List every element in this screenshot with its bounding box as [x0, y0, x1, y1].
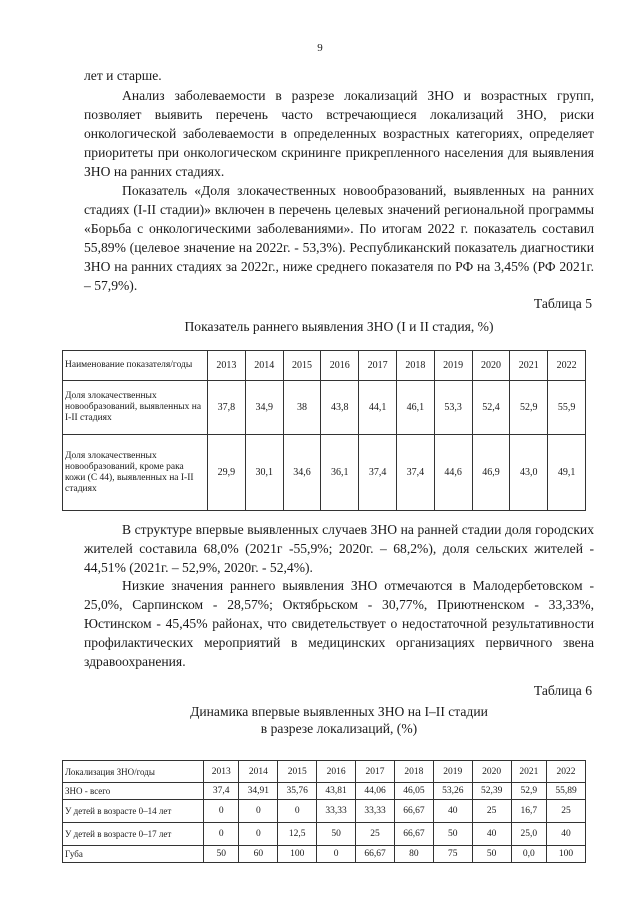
table5-header-cell: 2021 — [510, 351, 548, 381]
table-cell: 34,91 — [239, 783, 278, 800]
table6-header-cell: 2020 — [472, 761, 511, 783]
table-cell: 40 — [547, 823, 586, 846]
table-cell: 33,33 — [317, 800, 356, 823]
table5-header-cell: 2016 — [321, 351, 359, 381]
table6-title-line2: в разрезе локализаций, (%) — [260, 721, 418, 736]
table-row — [63, 846, 586, 863]
table-row — [63, 435, 586, 511]
table5-header-cell: 2020 — [472, 351, 510, 381]
table-cell: 52,9 — [511, 783, 546, 800]
table-cell: 0 — [239, 800, 278, 823]
table-cell: 50 — [472, 846, 511, 863]
table-cell: 25 — [356, 823, 395, 846]
table6-header-cell: 2014 — [239, 761, 278, 783]
paragraph-continuation: лет и старше. — [84, 68, 162, 83]
table6-header-row — [63, 761, 586, 783]
table-cell: 29,9 — [208, 435, 246, 511]
table-cell: 50 — [433, 823, 472, 846]
table-cell: 33,33 — [356, 800, 395, 823]
table5-header-cell: 2022 — [548, 351, 586, 381]
table6-header-cell: 2019 — [433, 761, 472, 783]
table5-header-cell: 2013 — [208, 351, 246, 381]
table6-row-label: ЗНО - всего — [63, 783, 204, 800]
table-cell: 49,1 — [548, 435, 586, 511]
table6-header-cell: 2015 — [278, 761, 317, 783]
table-cell: 37,8 — [208, 381, 246, 435]
table-cell: 37,4 — [396, 435, 434, 511]
table-cell: 0 — [239, 823, 278, 846]
table-row — [63, 800, 586, 823]
table-cell: 40 — [433, 800, 472, 823]
table6-title-line1: Динамика впервые выявленных ЗНО на I–II стадии — [190, 704, 488, 719]
table6-header-cell: 2017 — [356, 761, 395, 783]
table-cell: 37,4 — [359, 435, 397, 511]
table-cell: 46,05 — [394, 783, 433, 800]
table-cell: 34,9 — [245, 381, 283, 435]
table-cell: 37,4 — [204, 783, 239, 800]
table-row — [63, 783, 586, 800]
table6 — [62, 760, 586, 863]
table6-header-cell: 2021 — [511, 761, 546, 783]
table6-row-label: У детей в возрасте 0–17 лет — [63, 823, 204, 846]
table-cell: 66,67 — [394, 800, 433, 823]
table5-row-label: Доля злокачественных новообразований, кроме рака кожи (С 44), выявленных на I-II стадиях — [63, 435, 208, 511]
table-cell: 38 — [283, 381, 321, 435]
table-cell: 55,9 — [548, 381, 586, 435]
table5-row-label: Доля злокачественных новообразований, выявленных на I-II стадиях — [63, 381, 208, 435]
table-cell: 52,9 — [510, 381, 548, 435]
table-cell: 0,0 — [511, 846, 546, 863]
table5-header-cell: 2019 — [434, 351, 472, 381]
table6-header-cell: Локализация ЗНО/годы — [63, 761, 204, 783]
table-cell: 25 — [547, 800, 586, 823]
table-cell: 35,76 — [278, 783, 317, 800]
table-cell: 75 — [433, 846, 472, 863]
paragraph-low-values: Низкие значения раннего выявления ЗНО отмечаются в Малодербетовском - 25,0%, Сарпинском - 28,57%; Октябрьском - 30,77%, Приютненском - 33,33%, Юстинском - 45,45% районах, что свидетельствует о недостаточной результативности профилактических мероприятий в медицинских организациях первичного звена здравоохранения. — [84, 578, 594, 669]
table-row — [63, 381, 586, 435]
table-cell: 55,89 — [547, 783, 586, 800]
table-cell: 52,4 — [472, 381, 510, 435]
table6-header-cell: 2013 — [204, 761, 239, 783]
table5-header-cell: 2018 — [396, 351, 434, 381]
table-cell: 30,1 — [245, 435, 283, 511]
table6-row-label: У детей в возрасте 0–14 лет — [63, 800, 204, 823]
table-cell: 46,1 — [396, 381, 434, 435]
table-cell: 80 — [394, 846, 433, 863]
table-cell: 40 — [472, 823, 511, 846]
table-cell: 53,26 — [433, 783, 472, 800]
table-cell: 66,67 — [394, 823, 433, 846]
table-cell: 16,7 — [511, 800, 546, 823]
paragraph-urban-rural: В структуре впервые выявленных случаев ЗНО на ранней стадии доля городских жителей составила 68,0% (2021г -55,9%; 2020г. – 68,2%), доля сельских жителей - 44,51% (2021г. – 52,9%, 2020г. - 52,4%). — [84, 522, 594, 575]
table-cell: 100 — [278, 846, 317, 863]
table-cell: 50 — [204, 846, 239, 863]
table-cell: 44,1 — [359, 381, 397, 435]
table-cell: 0 — [317, 846, 356, 863]
table5-header-cell: 2017 — [359, 351, 397, 381]
table6-header-cell: 2016 — [317, 761, 356, 783]
table5-header-cell: 2014 — [245, 351, 283, 381]
table5-header-row — [63, 351, 586, 381]
table-cell: 36,1 — [321, 435, 359, 511]
table-row — [63, 823, 586, 846]
table-cell: 66,67 — [356, 846, 395, 863]
table5-title: Показатель раннего выявления ЗНО (I и II стадия, %) — [184, 319, 494, 334]
table-cell: 52,39 — [472, 783, 511, 800]
table-cell: 25,0 — [511, 823, 546, 846]
table-cell: 43,0 — [510, 435, 548, 511]
table-cell: 53,3 — [434, 381, 472, 435]
table-cell: 25 — [472, 800, 511, 823]
table5-header-cell: 2015 — [283, 351, 321, 381]
table-cell: 43,81 — [317, 783, 356, 800]
table6-label: Таблица 6 — [533, 683, 592, 698]
table-cell: 44,6 — [434, 435, 472, 511]
paragraph-analysis: Анализ заболеваемости в разрезе локализаций ЗНО и возрастных групп, позволяет выявить перечень часто встречающиеся локализаций ЗНО, риски онкологической заболеваемости в определенных возрастных категориях, определяет приоритеты при онкологическом скрининге прикрепленного населения для выявления ЗНО на ранних стадиях. — [84, 88, 594, 179]
table-cell: 0 — [204, 800, 239, 823]
table5-label: Таблица 5 — [533, 296, 592, 311]
table-cell: 60 — [239, 846, 278, 863]
table6-header-cell: 2022 — [547, 761, 586, 783]
table5 — [62, 350, 586, 511]
table6-header-cell: 2018 — [394, 761, 433, 783]
paragraph-indicator: Показатель «Доля злокачественных новообразований, выявленных на ранних стадиях (I-II стадии)» включен в перечень целевых значений региональной программы «Борьба с онкологическими заболеваниями». По итогам 2022 г. показатель составил 55,89% (целевое значение на 2022г. - 53,3%). Республиканский показатель диагностики ЗНО на ранних стадиях за 2022г., ниже среднего показателя по РФ на 3,45% (РФ 2021г. – 57,9%). — [84, 183, 594, 293]
table5-header-cell: Наименование показателя/годы — [63, 351, 208, 381]
table-cell: 0 — [278, 800, 317, 823]
table-cell: 46,9 — [472, 435, 510, 511]
table-cell: 34,6 — [283, 435, 321, 511]
table-cell: 0 — [204, 823, 239, 846]
table-cell: 50 — [317, 823, 356, 846]
table-cell: 12,5 — [278, 823, 317, 846]
table-cell: 44,06 — [356, 783, 395, 800]
table6-row-label: Губа — [63, 846, 204, 863]
table-cell: 100 — [547, 846, 586, 863]
page-number: 9 — [317, 42, 323, 54]
table-cell: 43,8 — [321, 381, 359, 435]
